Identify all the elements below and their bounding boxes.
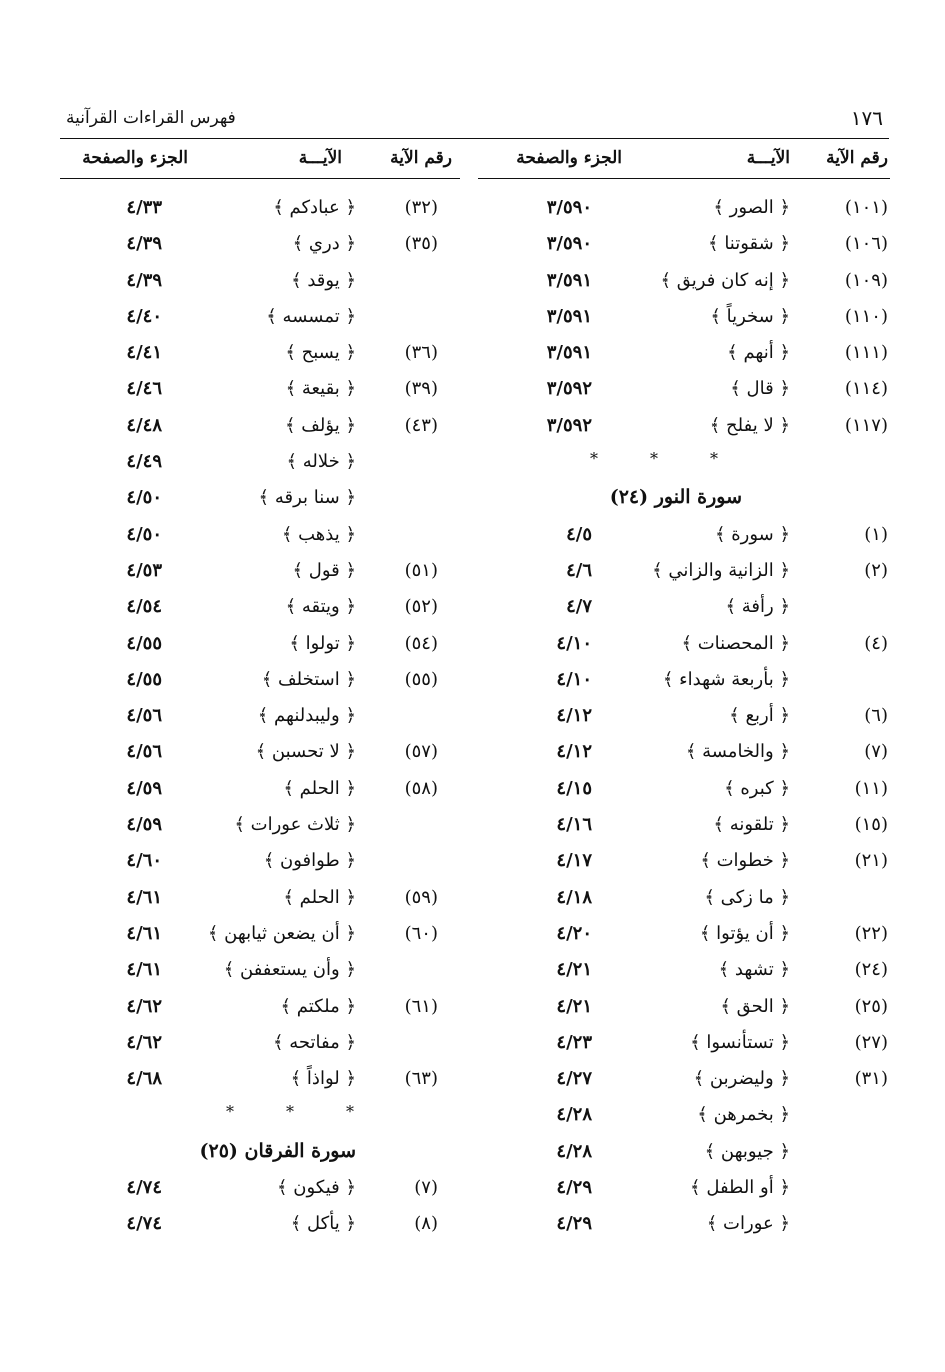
index-row (60, 629, 460, 665)
ayah-text: ﴿ عورات ﴾ (706, 1213, 790, 1235)
index-row (60, 737, 460, 773)
index-row (478, 520, 890, 556)
part-page-ref: ٤/٥٩ (126, 814, 162, 836)
right-rows (478, 193, 890, 1246)
ayah-text: ﴿ ملكتم ﴾ (280, 995, 356, 1017)
ayah-number: (٢٤) (854, 959, 888, 981)
index-row (60, 665, 460, 701)
surah-title-text: سورة النور (٢٤) (609, 486, 742, 509)
index-row (60, 1064, 460, 1100)
part-page-ref: ٤/١٢ (556, 741, 592, 763)
ayah-text: ﴿ وأن يستعففن ﴾ (223, 959, 356, 981)
ayah-number: (١١١) (844, 342, 888, 364)
part-page-ref: ٤/٦ (566, 559, 592, 581)
separator-star: * (710, 449, 718, 469)
part-page-ref: ٤/٦١ (126, 886, 162, 908)
part-page-ref: ٤/٧٤ (126, 1177, 162, 1199)
column-header (478, 142, 890, 179)
ayah-number: (٧) (864, 741, 888, 763)
part-page-ref: ٤/٢٣ (556, 1031, 592, 1053)
ayah-text: ﴿ أن يؤتوا ﴾ (699, 922, 790, 944)
ayah-text: ﴿ يسبح ﴾ (285, 342, 356, 364)
index-row (60, 592, 460, 628)
part-page-ref: ٤/٢٩ (556, 1177, 592, 1199)
ayah-number: (٣١) (854, 1068, 888, 1090)
ayah-text: ﴿ بخمرهن ﴾ (697, 1104, 790, 1126)
part-page-ref: ٤/٢٩ (556, 1213, 592, 1235)
ayah-number: (٢٢) (854, 922, 888, 944)
ayah-text: ﴿ قال ﴾ (730, 378, 790, 400)
ayah-text: ﴿ عبادكم ﴾ (273, 197, 356, 218)
ayah-number: (٣٢) (404, 197, 438, 218)
part-page-ref: ٤/٧ (566, 596, 592, 618)
part-page-ref: ٤/٢٠ (556, 922, 592, 944)
index-row (478, 1173, 890, 1209)
ayah-text: ﴿ بقيعة ﴾ (285, 378, 356, 400)
separator-star: * (590, 449, 598, 469)
surah-title (60, 1137, 460, 1173)
part-page-ref: ٤/١٥ (556, 777, 592, 799)
ayah-text: ﴿ وليضربن ﴾ (693, 1068, 790, 1090)
ayah-text: ﴿ أو الطفل ﴾ (690, 1177, 790, 1199)
ayah-text: ﴿ أربع ﴾ (729, 705, 790, 727)
ayah-text: ﴿ بأربعة شهداء ﴾ (662, 668, 790, 690)
index-row (478, 992, 890, 1028)
ayah-number: (٨) (414, 1213, 438, 1235)
part-page-ref: ٤/٣٩ (126, 269, 162, 291)
ayah-text: ﴿ أن يضعن ثيابهن ﴾ (207, 922, 356, 944)
ayah-text: ﴿ كبره ﴾ (724, 777, 790, 799)
ayah-text: ﴿ الحق ﴾ (720, 995, 790, 1017)
index-row (60, 193, 460, 229)
book-title: فهرس القراءات القرآنية (66, 108, 236, 128)
index-row (478, 302, 890, 338)
ayah-text: ﴿ يؤلف ﴾ (285, 414, 356, 436)
ayah-number: (٦) (864, 705, 888, 727)
part-page-ref: ٤/٢٨ (556, 1140, 592, 1162)
surah-title (478, 483, 890, 519)
part-page-ref: ٤/٦٠ (126, 850, 162, 872)
index-row (478, 338, 890, 374)
ayah-text: ﴿ قول ﴾ (292, 559, 356, 581)
ayah-text: ﴿ ثلاث عورات ﴾ (234, 814, 356, 836)
separator-star: * (286, 1102, 294, 1122)
part-page-ref: ٤/١٢ (556, 705, 592, 727)
ayah-text: ﴿ دري ﴾ (292, 233, 356, 255)
ayah-text: ﴿ وليبدلنهم ﴾ (257, 705, 356, 727)
column-header (60, 142, 460, 179)
ayah-text: ﴿ رأفة ﴾ (725, 596, 790, 618)
part-page-ref: ٤/١٦ (556, 814, 592, 836)
index-row (60, 411, 460, 447)
index-row (60, 266, 460, 302)
part-page-ref: ٤/١٠ (556, 668, 592, 690)
index-row (478, 955, 890, 991)
ayah-text: ﴿ الزانية والزاني ﴾ (652, 559, 790, 581)
part-page-ref: ٤/٣٣ (126, 197, 162, 218)
part-page-ref: ٤/٤١ (126, 342, 162, 364)
part-page-ref: ٤/٢٧ (556, 1068, 592, 1090)
part-page-ref: ٤/٥٥ (126, 632, 162, 654)
part-page-ref: ٣/٥٩٢ (546, 378, 592, 400)
index-row (478, 411, 890, 447)
part-page-ref: ٤/٦٢ (126, 995, 162, 1017)
ayah-text: ﴿ تشهد ﴾ (718, 959, 790, 981)
section-separator (60, 1100, 460, 1136)
index-row (478, 556, 890, 592)
ayah-text: ﴿ إنه كان فريق ﴾ (660, 269, 790, 291)
ayah-number: (٧) (414, 1177, 438, 1199)
index-row (60, 992, 460, 1028)
header-ayah: الآيـــة (298, 148, 342, 168)
ayah-text: ﴿ الصور ﴾ (713, 197, 790, 218)
part-page-ref: ٤/٥٣ (126, 559, 162, 581)
ayah-text: ﴿ يأكل ﴾ (290, 1213, 356, 1235)
part-page-ref: ٣/٥٩١ (546, 269, 592, 291)
ayah-text: ﴿ لا تحسبن ﴾ (255, 741, 356, 763)
header-ayah-number: رقم الآية (826, 148, 888, 168)
part-page-ref: ٤/٢١ (556, 995, 592, 1017)
index-row (60, 374, 460, 410)
part-page-ref: ٤/٢٨ (556, 1104, 592, 1126)
part-page-ref: ٤/٥ (566, 523, 592, 545)
index-row (478, 193, 890, 229)
part-page-ref: ٤/٥٩ (126, 777, 162, 799)
ayah-number: (٥٢) (404, 596, 438, 618)
part-page-ref: ٤/٥٠ (126, 487, 162, 509)
ayah-number: (١١٤) (844, 378, 888, 400)
ayah-number: (٣٩) (404, 378, 438, 400)
part-page-ref: ٤/٦٢ (126, 1031, 162, 1053)
ayah-number: (٥٤) (404, 632, 438, 654)
header-ayah: الآيـــة (746, 148, 790, 168)
separator-star: * (346, 1102, 354, 1122)
ayah-text: ﴿ المحصنات ﴾ (681, 632, 790, 654)
ayah-text: ﴿ ويتقه ﴾ (285, 596, 356, 618)
ayah-number: (٤) (864, 632, 888, 654)
ayah-number: (٦٣) (404, 1068, 438, 1090)
ayah-text: ﴿ سورة ﴾ (714, 523, 790, 545)
part-page-ref: ٤/١٠ (556, 632, 592, 654)
ayah-number: (٢٥) (854, 995, 888, 1017)
part-page-ref: ٤/٥٤ (126, 596, 162, 618)
ayah-number: (١١) (854, 777, 888, 799)
ayah-number: (٦١) (404, 995, 438, 1017)
ayah-text: ﴿ يذهب ﴾ (281, 523, 356, 545)
header-part-page: الجزء والصفحة (82, 148, 188, 168)
ayah-text: ﴿ شقوتنا ﴾ (708, 233, 790, 255)
index-row (478, 1137, 890, 1173)
page-number: ١٧٦ (850, 106, 883, 130)
ayah-number: (٣٥) (404, 233, 438, 255)
part-page-ref: ٤/٥٦ (126, 741, 162, 763)
separator-star: * (650, 449, 658, 469)
left-rows (60, 193, 460, 1246)
ayah-text: ﴿ تستأنسوا ﴾ (690, 1031, 790, 1053)
ayah-number: (١٥) (854, 814, 888, 836)
index-row (478, 846, 890, 882)
part-page-ref: ٤/٥٥ (126, 668, 162, 690)
ayah-number: (١) (864, 523, 888, 545)
index-row (478, 229, 890, 265)
part-page-ref: ٣/٥٩٠ (546, 197, 592, 218)
part-page-ref: ٤/٤٨ (126, 414, 162, 436)
ayah-number: (١٠١) (844, 197, 888, 218)
index-row (60, 483, 460, 519)
part-page-ref: ٣/٥٩٢ (546, 414, 592, 436)
index-row (478, 592, 890, 628)
ayah-number: (٤٣) (404, 414, 438, 436)
left-column (60, 142, 460, 1246)
ayah-text: ﴿ سنا برقه ﴾ (258, 487, 356, 509)
part-page-ref: ٤/٤٩ (126, 451, 162, 473)
index-row (60, 810, 460, 846)
ayah-text: ﴿ سخرياً ﴾ (710, 305, 790, 327)
ayah-text: ﴿ الحلم ﴾ (283, 777, 356, 799)
index-row (60, 955, 460, 991)
index-row (60, 447, 460, 483)
header-part-page: الجزء والصفحة (516, 148, 622, 168)
ayah-text: ﴿ فيكون ﴾ (276, 1177, 356, 1199)
index-row (60, 520, 460, 556)
ayah-number: (٦٠) (404, 922, 438, 944)
ayah-number: (١٠٦) (844, 233, 888, 255)
index-row (478, 701, 890, 737)
part-page-ref: ٤/٥٦ (126, 705, 162, 727)
part-page-ref: ٤/٥٠ (126, 523, 162, 545)
index-row (478, 629, 890, 665)
index-row (60, 1028, 460, 1064)
ayah-text: ﴿ تمسسه ﴾ (266, 305, 356, 327)
index-row (60, 919, 460, 955)
part-page-ref: ٤/٢١ (556, 959, 592, 981)
ayah-text: ﴿ خطوات ﴾ (700, 850, 790, 872)
ayah-number: (٢) (864, 559, 888, 581)
index-row (478, 1100, 890, 1136)
index-row (478, 883, 890, 919)
ayah-text: ﴿ لواذاً ﴾ (290, 1068, 356, 1090)
part-page-ref: ٤/٧٤ (126, 1213, 162, 1235)
ayah-number: (٢٧) (854, 1031, 888, 1053)
index-row (60, 302, 460, 338)
part-page-ref: ٤/٤٦ (126, 378, 162, 400)
ayah-text: ﴿ تلقونه ﴾ (713, 814, 790, 836)
ayah-number: (١٠٩) (844, 269, 888, 291)
index-row (60, 883, 460, 919)
part-page-ref: ٣/٥٩٠ (546, 233, 592, 255)
index-row (478, 737, 890, 773)
part-page-ref: ٤/٦١ (126, 922, 162, 944)
index-row (60, 1173, 460, 1209)
ayah-text: ﴿ جيوبهن ﴾ (704, 1140, 790, 1162)
separator-star: * (226, 1102, 234, 1122)
ayah-text: ﴿ استخلف ﴾ (261, 668, 356, 690)
index-row (60, 774, 460, 810)
ayah-text: ﴿ تولوا ﴾ (289, 632, 356, 654)
ayah-text: ﴿ لا يفلح ﴾ (709, 414, 790, 436)
ayah-text: ﴿ يوقد ﴾ (291, 269, 356, 291)
ayah-number: (٥١) (404, 559, 438, 581)
index-row (478, 266, 890, 302)
index-row (60, 556, 460, 592)
ayah-number: (٣٦) (404, 342, 438, 364)
running-head (60, 104, 889, 139)
ayah-number: (٥٨) (404, 777, 438, 799)
ayah-number: (٥٩) (404, 886, 438, 908)
ayah-text: ﴿ ما زكى ﴾ (704, 886, 790, 908)
index-row (478, 374, 890, 410)
ayah-number: (١١٧) (844, 414, 888, 436)
ayah-number: (٥٧) (404, 741, 438, 763)
index-row (60, 701, 460, 737)
index-row (478, 774, 890, 810)
ayah-text: ﴿ مفاتحه ﴾ (272, 1031, 356, 1053)
index-row (478, 665, 890, 701)
part-page-ref: ٤/٦١ (126, 959, 162, 981)
ayah-number: (١١٠) (844, 305, 888, 327)
part-page-ref: ٤/١٨ (556, 886, 592, 908)
section-separator (478, 447, 890, 483)
right-column (478, 142, 890, 1246)
surah-title-text: سورة الفرقان (٢٥) (199, 1139, 356, 1162)
part-page-ref: ٣/٥٩١ (546, 342, 592, 364)
index-row (60, 338, 460, 374)
part-page-ref: ٤/٤٠ (126, 305, 162, 327)
part-page-ref: ٤/١٧ (556, 850, 592, 872)
header-ayah-number: رقم الآية (390, 148, 452, 168)
index-row (478, 1064, 890, 1100)
index-row (478, 1028, 890, 1064)
part-page-ref: ٣/٥٩١ (546, 305, 592, 327)
index-row (478, 919, 890, 955)
ayah-text: ﴿ خلاله ﴾ (286, 451, 356, 473)
index-row (60, 1209, 460, 1245)
ayah-number: (٥٥) (404, 668, 438, 690)
ayah-text: ﴿ الحلم ﴾ (283, 886, 356, 908)
ayah-text: ﴿ والخامسة ﴾ (685, 741, 790, 763)
ayah-text: ﴿ أنهم ﴾ (727, 342, 790, 364)
index-row (60, 229, 460, 265)
part-page-ref: ٤/٦٨ (126, 1068, 162, 1090)
part-page-ref: ٤/٣٩ (126, 233, 162, 255)
index-row (60, 846, 460, 882)
ayah-number: (٢١) (854, 850, 888, 872)
index-row (478, 1209, 890, 1245)
ayah-text: ﴿ طوافون ﴾ (263, 850, 356, 872)
index-row (478, 810, 890, 846)
